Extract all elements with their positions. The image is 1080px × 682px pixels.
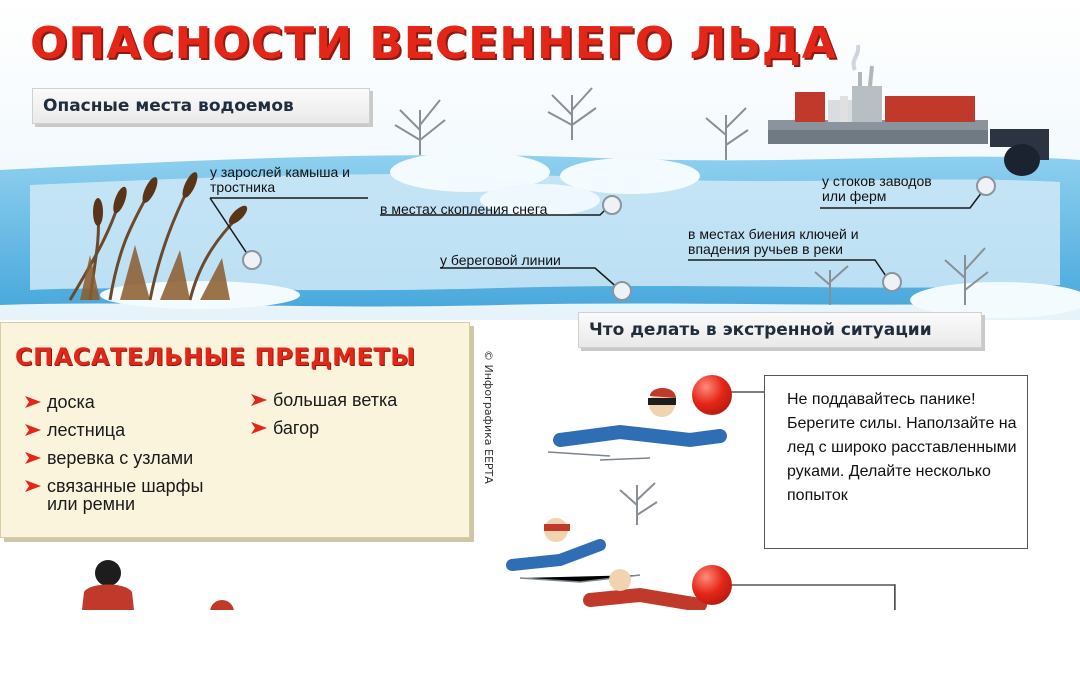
rescue-item-label: веревка с узлами bbox=[47, 448, 194, 468]
arrow-icon bbox=[25, 452, 41, 464]
callout-reeds: у зарослей камыша и тростника bbox=[210, 164, 350, 195]
arrow-icon bbox=[251, 422, 267, 434]
rescue-item bbox=[251, 419, 319, 437]
poster-title: ОПАСНОСТИ ВЕСЕННЕГО ЛЬДА bbox=[30, 18, 837, 69]
rescue-item bbox=[25, 421, 125, 439]
callout-shore: у береговой линии bbox=[440, 252, 561, 268]
arrow-icon bbox=[251, 394, 267, 406]
section-label-emergency: Что делать в экстренной ситуации bbox=[578, 312, 982, 348]
arrow-icon bbox=[25, 396, 41, 408]
section-label-dangerous-places: Опасные места водоемов bbox=[32, 88, 370, 124]
rescue-items-title: СПАСАТЕЛЬНЫЕ ПРЕДМЕТЫ bbox=[15, 343, 416, 371]
rescue-item-label: связанные шарфы или ремни bbox=[47, 476, 204, 514]
rescue-item bbox=[25, 393, 95, 411]
callout-factory: у стоков заводов или ферм bbox=[822, 173, 932, 204]
rescue-items-panel bbox=[0, 322, 470, 538]
credit-text: © Инфографика ЕЕРТА bbox=[482, 350, 495, 484]
callout-springs: в местах биения ключей и впадения ручьев в реки bbox=[688, 226, 859, 257]
advice-box: Не поддавайтесь панике! Берегите силы. Наползайте на лед с широко расставленными руками. Делайте несколько попыток bbox=[764, 375, 1028, 549]
rescue-item-label: доска bbox=[47, 392, 95, 412]
rescue-item-label: большая ветка bbox=[273, 390, 398, 410]
rescue-item-label: лестница bbox=[47, 420, 126, 440]
callout-snow: в местах скопления снега bbox=[380, 201, 548, 217]
step-marker-dot bbox=[692, 565, 732, 605]
rescue-item bbox=[25, 449, 193, 467]
arrow-icon bbox=[25, 424, 41, 436]
rescue-item bbox=[25, 477, 203, 513]
step-marker-dot bbox=[692, 375, 732, 415]
rescue-item-label: багор bbox=[273, 418, 320, 438]
rescue-item bbox=[251, 391, 397, 409]
rescuer-illustration bbox=[82, 560, 234, 610]
advice-box-2 bbox=[894, 584, 1034, 610]
arrow-icon bbox=[25, 480, 41, 492]
